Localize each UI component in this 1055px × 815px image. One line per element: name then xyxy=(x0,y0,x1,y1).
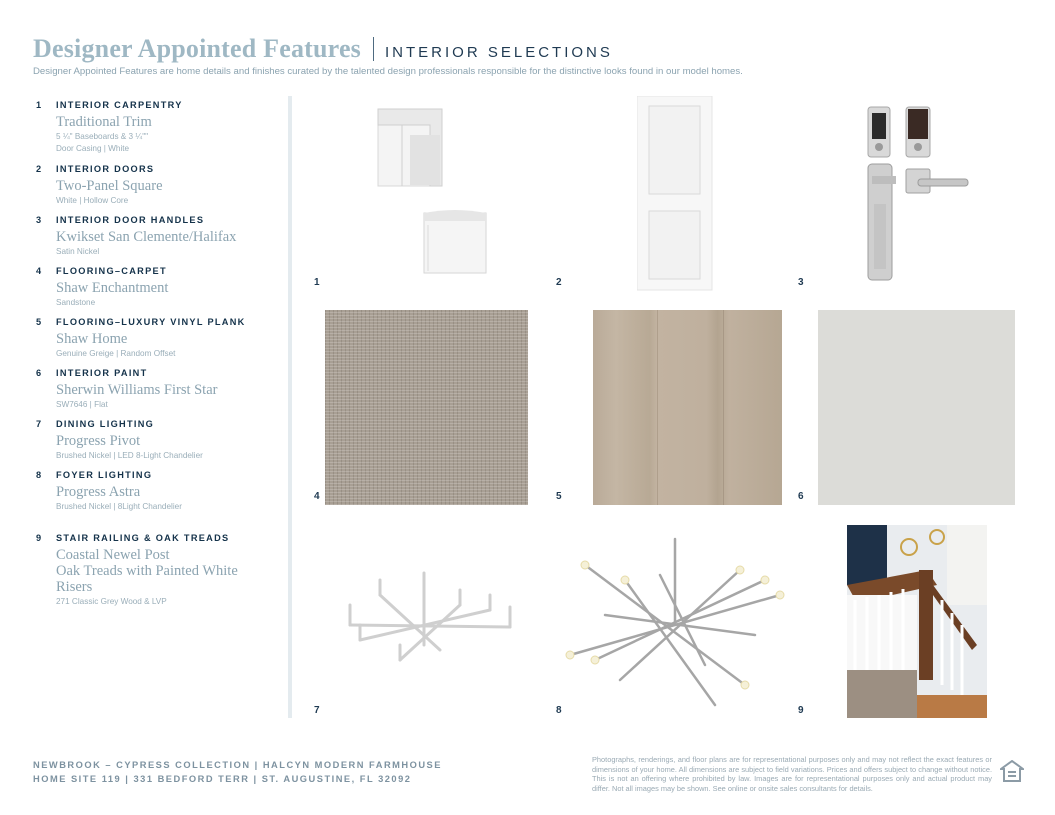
selection-item-8 xyxy=(36,470,281,512)
item-name: Progress Astra xyxy=(56,484,141,500)
item-number: 8 xyxy=(36,470,43,480)
title-divider xyxy=(373,37,374,61)
item-category: STAIR RAILING & OAK TREADS xyxy=(56,533,230,543)
selection-item-6 xyxy=(36,368,281,410)
item-detail: Genuine Greige | Random Offset xyxy=(56,349,176,358)
item-number: 4 xyxy=(36,266,43,276)
selection-item-9 xyxy=(36,533,281,607)
selection-item-7 xyxy=(36,419,281,461)
grid-number-4: 4 xyxy=(314,491,320,502)
door-image xyxy=(637,96,713,291)
vertical-divider xyxy=(288,96,292,718)
stair-railing-image xyxy=(847,525,987,718)
item-category: FOYER LIGHTING xyxy=(56,470,153,480)
item-detail: Door Casing | White xyxy=(56,144,130,153)
item-detail: Brushed Nickel | LED 8-Light Chandelier xyxy=(56,451,203,460)
item-detail: Sandstone xyxy=(56,298,96,307)
item-category: FLOORING–LUXURY VINYL PLANK xyxy=(56,317,246,327)
item-name: Progress Pivot xyxy=(56,433,141,449)
item-number: 6 xyxy=(36,368,43,378)
selection-item-2 xyxy=(36,164,281,206)
item-name: Traditional Trim xyxy=(56,114,152,130)
item-number: 5 xyxy=(36,317,43,327)
selection-item-3 xyxy=(36,215,281,257)
item-category: INTERIOR DOOR HANDLES xyxy=(56,215,205,225)
footer-address xyxy=(33,758,442,786)
item-category: DINING LIGHTING xyxy=(56,419,155,429)
grid-number-5: 5 xyxy=(556,491,562,502)
item-number: 3 xyxy=(36,215,43,225)
item-detail: Satin Nickel xyxy=(56,247,100,256)
page-subtitle: INTERIOR SELECTIONS xyxy=(385,44,613,61)
item-detail: SW7646 | Flat xyxy=(56,400,108,409)
page-header xyxy=(33,34,613,64)
item-category: INTERIOR PAINT xyxy=(56,368,148,378)
item-category: INTERIOR CARPENTRY xyxy=(56,100,183,110)
item-number: 1 xyxy=(36,100,43,110)
item-number: 2 xyxy=(36,164,43,174)
item-number: 9 xyxy=(36,533,43,543)
item-detail: Brushed Nickel | 8Light Chandelier xyxy=(56,502,182,511)
item-detail: 271 Classic Grey Wood & LVP xyxy=(56,597,167,606)
item-name: Coastal Newel Post xyxy=(56,547,170,563)
item-category: INTERIOR DOORS xyxy=(56,164,155,174)
dining-chandelier-image xyxy=(340,565,520,665)
selection-item-5 xyxy=(36,317,281,359)
selection-item-1 xyxy=(36,100,281,154)
grid-number-3: 3 xyxy=(798,277,804,288)
page-title: Designer Appointed Features xyxy=(33,34,362,63)
intro-text: Designer Appointed Features are home details and finishes curated by the talented design professionals responsible for the distinctive looks found in our model homes. xyxy=(33,66,743,77)
grid-number-6: 6 xyxy=(798,491,804,502)
item-name: Shaw Home xyxy=(56,331,128,347)
paint-swatch xyxy=(818,310,1015,505)
vinyl-plank-swatch xyxy=(593,310,782,505)
item-name: Shaw Enchantment xyxy=(56,280,169,296)
item-name: Two-Panel Square xyxy=(56,178,163,194)
disclaimer-text: Photographs, renderings, and floor plans are for representational purposes only and may not reflect the exact features or dimensions of your home. All dimensions are subject to field variations. Prices and offers subject to change without notice. This is not an offering where prohibited by law. Images are for representational purposes only and actual product may differ. Not all images may be shown. See online or onsite sales consultants for details. xyxy=(592,755,992,793)
trim-image xyxy=(372,105,492,280)
item-detail: White | Hollow Core xyxy=(56,196,129,205)
item-detail: 5 ¼" Baseboards & 3 ¼"" xyxy=(56,132,149,141)
grid-number-1: 1 xyxy=(314,277,320,288)
footer-home-site: HOME SITE 119 | 331 BEDFORD TERR | ST. AUGUSTINE, FL 32092 xyxy=(33,774,412,784)
item-name-secondary: Oak Treads with Painted White Risers xyxy=(56,563,238,595)
item-name: Kwikset San Clemente/Halifax xyxy=(56,229,237,245)
door-handle-image xyxy=(862,104,972,284)
foyer-chandelier-image xyxy=(565,535,785,710)
selection-item-4 xyxy=(36,266,281,308)
grid-number-8: 8 xyxy=(556,705,562,716)
carpet-swatch xyxy=(325,310,528,505)
item-name: Sherwin Williams First Star xyxy=(56,382,218,398)
grid-number-9: 9 xyxy=(798,705,804,716)
equal-housing-opportunity-icon xyxy=(1000,760,1024,782)
item-number: 7 xyxy=(36,419,43,429)
footer-collection: NEWBROOK – CYPRESS COLLECTION | HALCYN MODERN FARMHOUSE xyxy=(33,760,442,770)
item-category: FLOORING–CARPET xyxy=(56,266,167,276)
grid-number-2: 2 xyxy=(556,277,562,288)
grid-number-7: 7 xyxy=(314,705,320,716)
